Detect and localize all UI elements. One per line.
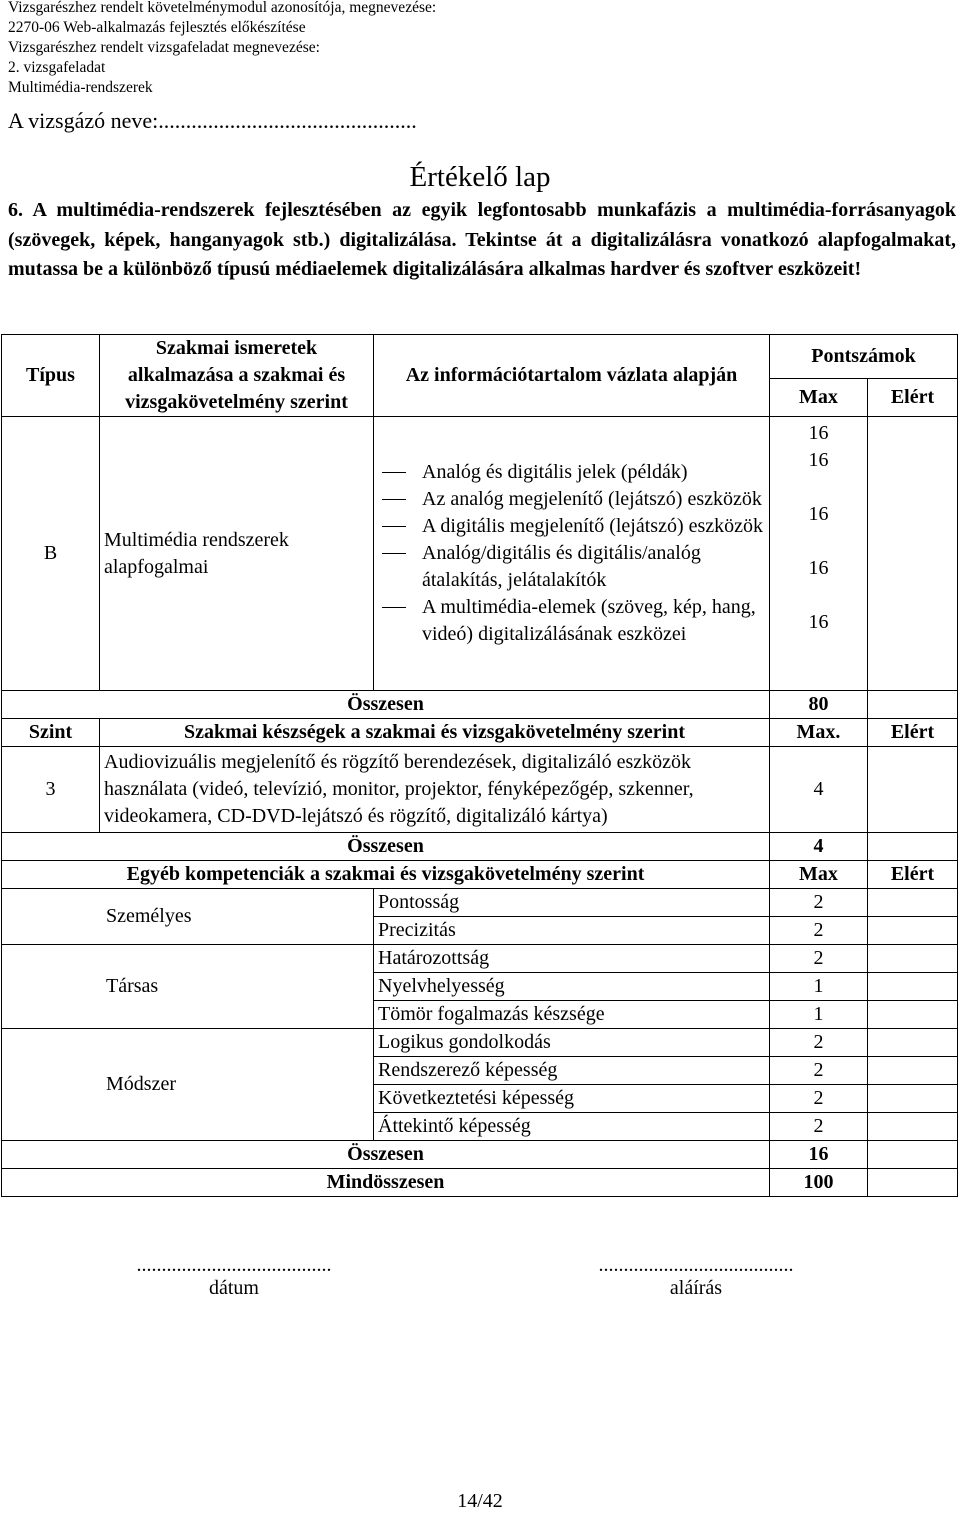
max-value: 16 — [808, 557, 829, 579]
page-title: Értékelő lap — [409, 161, 551, 193]
competency-max: 2 — [770, 1113, 868, 1141]
max-header: Max — [770, 861, 868, 889]
date-signature-block — [100, 1254, 368, 1300]
signature-label: aláírás — [669, 1277, 723, 1299]
achieved-cell — [868, 747, 958, 833]
grand-total-value: 100 — [770, 1169, 868, 1197]
info-header: Az információtartalom vázlata alapján — [374, 335, 770, 417]
achieved-cell — [868, 833, 958, 861]
examinee-name-field: A vizsgázó neve:............................................... — [8, 108, 417, 133]
skills-description: Audiovizuális megjelenítő és rögzítő berendezések, digitalizáló eszközök használata (videó, televízió, monitor, projektor, fényképezőgép, szkenner, videokamera, CD-DVD-lejátszó és rögzítő, digitalizáló kártya) — [100, 747, 770, 833]
list-item: Az analóg megjelenítő (lejátszó) eszközök — [374, 486, 765, 513]
grand-total-label: Mindösszesen — [2, 1169, 770, 1197]
competency-max: 2 — [770, 1057, 868, 1085]
evaluation-table — [1, 334, 958, 1197]
skills-header: Szakmai készségek a szakmai és vizsgakövetelmény szerint — [100, 719, 770, 747]
subtotal-label: Összesen — [2, 1141, 770, 1169]
competency-item: Precizitás — [374, 917, 770, 945]
achieved-cell — [868, 1113, 958, 1141]
achieved-header: Elért — [868, 378, 958, 416]
points-header: Pontszámok — [770, 335, 958, 379]
achieved-cell — [868, 1057, 958, 1085]
competencies-header: Egyéb kompetenciák a szakmai és vizsgakövetelmény szerint — [2, 861, 770, 889]
date-line: ....................................... — [136, 1254, 332, 1276]
competency-item: Tömör fogalmazás készsége — [374, 1001, 770, 1029]
competency-item: Logikus gondolkodás — [374, 1029, 770, 1057]
page-number: 14/42 — [457, 1490, 503, 1512]
competency-max: 1 — [770, 973, 868, 1001]
knowledge-header: Szakmai ismeretek alkalmazása a szakmai és vizsgakövetelmény szerint — [100, 335, 374, 417]
max-value: 16 — [808, 611, 829, 633]
list-item: A multimédia-elemek (szöveg, kép, hang, videó) digitalizálásának eszközei — [374, 594, 765, 648]
achieved-cell — [868, 1001, 958, 1029]
info-items-cell — [374, 417, 770, 691]
max-values-cell — [770, 417, 868, 691]
achieved-cell — [868, 1141, 958, 1169]
competency-item: Áttekintő képesség — [374, 1113, 770, 1141]
achieved-cell — [868, 1085, 958, 1113]
competency-group: Társas — [2, 945, 374, 1029]
competency-max: 2 — [770, 1029, 868, 1057]
competency-group: Személyes — [2, 889, 374, 945]
competency-max: 1 — [770, 1001, 868, 1029]
list-item: A digitális megjelenítő (lejátszó) eszközök — [374, 513, 765, 540]
list-item: Analóg és digitális jelek (példák) — [374, 459, 765, 486]
document-header — [8, 0, 436, 98]
max-value: 16 — [808, 503, 829, 525]
achieved-header: Elért — [868, 861, 958, 889]
achieved-cell — [868, 973, 958, 1001]
competency-item: Határozottság — [374, 945, 770, 973]
max-header: Max. — [770, 719, 868, 747]
header-line: Vizsgarészhez rendelt követelménymodul azonosítója, megnevezése: — [8, 0, 437, 16]
achieved-cell — [868, 945, 958, 973]
competency-max: 2 — [770, 917, 868, 945]
skills-max: 4 — [770, 747, 868, 833]
competency-group: Módszer — [2, 1029, 374, 1141]
competency-max: 2 — [770, 1085, 868, 1113]
signature-line: ....................................... — [598, 1254, 794, 1276]
max-value: 16 — [808, 422, 829, 444]
competency-item: Pontosság — [374, 889, 770, 917]
achieved-cell — [868, 417, 958, 691]
list-item: Analóg/digitális és digitális/analóg átalakítás, jelátalakítók — [374, 540, 765, 594]
header-line: 2270-06 Web-alkalmazás fejlesztés előkészítése — [8, 19, 306, 36]
max-value: 16 — [808, 449, 829, 471]
max-header: Max — [770, 378, 868, 416]
type-value: B — [2, 417, 100, 691]
subtotal-label: Összesen — [2, 691, 770, 719]
task-description: 6. A multimédia-rendszerek fejlesztésében az egyik legfontosabb munkafázis a multimédia-forrásanyagok (szövegek, képek, hanganyagok stb.) digitalizálása. Tekintse át a digitalizálásra vonatkozó alapfogalmakat, mutassa be a különböző típusú médiaelemek digitalizálására alkalmas hardver és szoftver eszközeit! — [8, 199, 956, 280]
subtotal-value: 16 — [770, 1141, 868, 1169]
signature-block — [562, 1254, 830, 1300]
competency-max: 2 — [770, 945, 868, 973]
competency-item: Következtetési képesség — [374, 1085, 770, 1113]
topic-cell: Multimédia rendszerek alapfogalmai — [100, 417, 374, 691]
achieved-cell — [868, 1169, 958, 1197]
achieved-cell — [868, 691, 958, 719]
subtotal-value: 80 — [770, 691, 868, 719]
achieved-cell — [868, 1029, 958, 1057]
type-header: Típus — [2, 335, 100, 417]
competency-item: Nyelvhelyesség — [374, 973, 770, 1001]
level-value: 3 — [2, 747, 100, 833]
level-header: Szint — [2, 719, 100, 747]
date-label: dátum — [209, 1277, 259, 1299]
achieved-header: Elért — [868, 719, 958, 747]
subtotal-label: Összesen — [2, 833, 770, 861]
achieved-cell — [868, 889, 958, 917]
competency-max: 2 — [770, 889, 868, 917]
header-line: 2. vizsgafeladat — [8, 59, 106, 76]
subtotal-value: 4 — [770, 833, 868, 861]
competency-item: Rendszerező képesség — [374, 1057, 770, 1085]
achieved-cell — [868, 917, 958, 945]
header-line: Multimédia-rendszerek — [8, 79, 153, 96]
header-line: Vizsgarészhez rendelt vizsgafeladat megnevezése: — [8, 39, 320, 56]
